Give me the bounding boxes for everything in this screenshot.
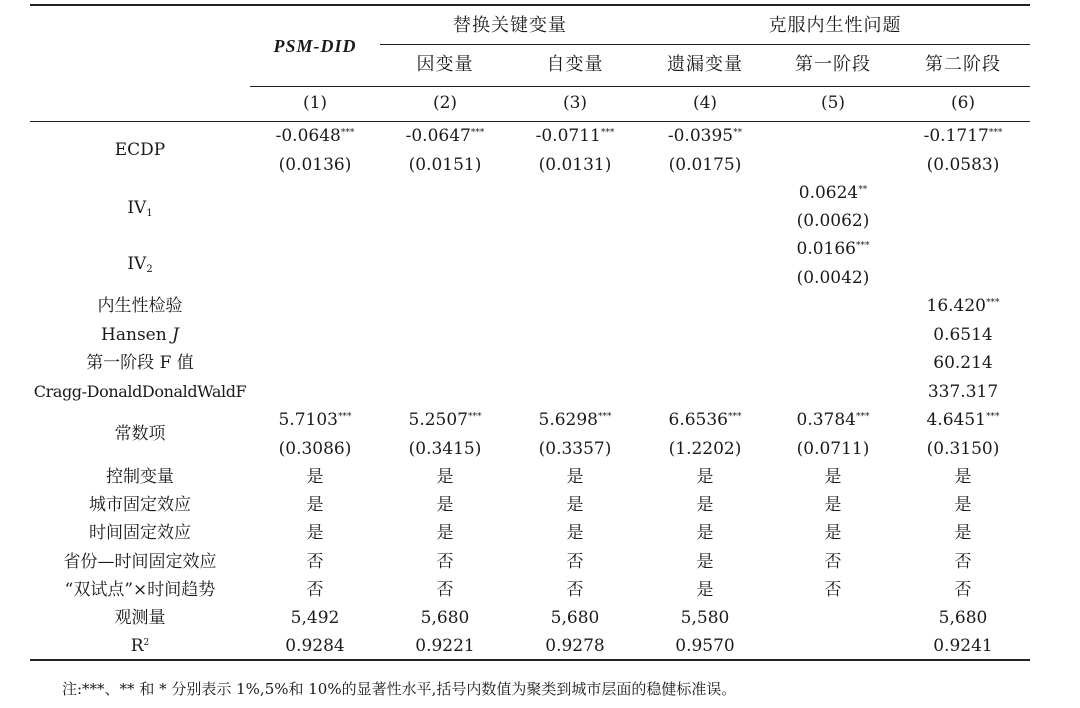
subheader-rule — [250, 86, 1030, 87]
group-rule-a — [380, 44, 645, 45]
top-rule — [30, 4, 1030, 6]
row-label-observations: 观测量 — [114, 608, 166, 628]
city-fe-4: 是 — [696, 495, 714, 515]
row-label-endog-test: 内生性检验 — [97, 296, 183, 316]
ecdp-coef-4: -0.0395** — [667, 126, 743, 146]
row-label-control: 控制变量 — [106, 467, 174, 487]
pilot-trend-2: 否 — [436, 580, 454, 600]
const-coef-4: 6.6536*** — [668, 410, 742, 430]
row-label-iv1: $IV_1$ — [127, 198, 153, 219]
pilot-trend-1: 否 — [306, 580, 324, 600]
row-label-cragg: Cragg-DonaldDonaldWaldF — [33, 382, 247, 401]
prov-time-fe-1: 否 — [306, 552, 324, 572]
obs-4: 5,580 — [680, 608, 730, 628]
ecdp-se-4: (0.0175) — [668, 155, 742, 175]
header-bottom-rule — [30, 121, 1030, 122]
const-se-1: (0.3086) — [278, 439, 352, 459]
ecdp-se-3: (0.0131) — [538, 155, 612, 175]
city-fe-5: 是 — [824, 495, 842, 515]
col-num-3: (3) — [562, 93, 588, 113]
const-se-2: (0.3415) — [408, 439, 482, 459]
r2-2: 0.9221 — [415, 636, 475, 656]
cragg-6: 337.317 — [927, 382, 999, 402]
iv2-se-5: (0.0042) — [796, 268, 870, 288]
col-num-5: (5) — [820, 93, 846, 113]
const-coef-3: 5.6298*** — [538, 410, 612, 430]
col-header-3: 自变量 — [546, 54, 604, 75]
const-coef-2: 5.2507*** — [408, 410, 482, 430]
control-3: 是 — [566, 467, 584, 487]
row-label-hansen: Hansen J — [101, 325, 179, 345]
time-fe-3: 是 — [566, 523, 584, 543]
prov-time-fe-4: 是 — [696, 552, 714, 572]
bottom-rule — [30, 659, 1030, 661]
col-header-5: 第一阶段 — [795, 54, 871, 75]
time-fe-4: 是 — [696, 523, 714, 543]
row-label-r2: $R^2$ — [130, 636, 150, 656]
const-se-3: (0.3357) — [538, 439, 612, 459]
control-5: 是 — [824, 467, 842, 487]
ecdp-coef-1: -0.0648*** — [275, 126, 355, 146]
iv1-se-5: (0.0062) — [796, 211, 870, 231]
col-num-1: (1) — [302, 93, 328, 113]
pilot-trend-6: 否 — [954, 580, 972, 600]
group-rule-b — [645, 44, 1030, 45]
prov-time-fe-3: 否 — [566, 552, 584, 572]
const-se-4: (1.2202) — [668, 439, 742, 459]
prov-time-fe-2: 否 — [436, 552, 454, 572]
prov-time-fe-6: 否 — [954, 552, 972, 572]
time-fe-5: 是 — [824, 523, 842, 543]
control-6: 是 — [954, 467, 972, 487]
const-se-5: (0.0711) — [796, 439, 870, 459]
row-label-prov-time-fe: 省份—时间固定效应 — [63, 552, 217, 572]
const-coef-1: 5.7103*** — [278, 410, 352, 430]
row-label-f-value: 第一阶段 F 值 — [86, 353, 194, 373]
city-fe-6: 是 — [954, 495, 972, 515]
city-fe-2: 是 — [436, 495, 454, 515]
ecdp-coef-3: -0.0711*** — [535, 126, 615, 146]
control-1: 是 — [306, 467, 324, 487]
col-header-1: PSM-DID — [273, 36, 357, 56]
col-num-4: (4) — [692, 93, 718, 113]
obs-2: 5,680 — [420, 608, 470, 628]
col-num-2: (2) — [432, 93, 458, 113]
group-header-replace: 替换关键变量 — [453, 15, 567, 36]
row-label-constant: 常数项 — [114, 424, 166, 444]
f-value-6: 60.214 — [933, 353, 993, 373]
iv2-coef-5: 0.0166*** — [796, 239, 870, 259]
const-se-6: (0.3150) — [926, 439, 1000, 459]
control-2: 是 — [436, 467, 454, 487]
obs-3: 5,680 — [550, 608, 600, 628]
time-fe-1: 是 — [306, 523, 324, 543]
time-fe-6: 是 — [954, 523, 972, 543]
ecdp-se-2: (0.0151) — [408, 155, 482, 175]
table-note: 注:***、** 和 * 分别表示 1%,5%和 10%的显著性水平,括号内数值为聚类到城市层面的稳健标准误。 — [62, 680, 737, 698]
endog-test-6: 16.420*** — [926, 296, 1000, 316]
hansen-6: 0.6514 — [933, 325, 993, 345]
time-fe-2: 是 — [436, 523, 454, 543]
ecdp-coef-2: -0.0647*** — [405, 126, 485, 146]
col-header-6: 第二阶段 — [925, 54, 1001, 75]
city-fe-3: 是 — [566, 495, 584, 515]
group-header-endog: 克服内生性问题 — [768, 15, 902, 36]
row-label-time-fe: 时间固定效应 — [89, 523, 191, 543]
const-coef-6: 4.6451*** — [926, 410, 1000, 430]
ecdp-se-1: (0.0136) — [278, 155, 352, 175]
ecdp-coef-6: -0.1717*** — [923, 126, 1003, 146]
const-coef-5: 0.3784*** — [796, 410, 870, 430]
pilot-trend-5: 否 — [824, 580, 842, 600]
r2-6: 0.9241 — [933, 636, 993, 656]
row-label-ecdp: ECDP — [114, 140, 166, 160]
iv1-coef-5: 0.0624** — [798, 183, 868, 203]
obs-6: 5,680 — [938, 608, 988, 628]
control-4: 是 — [696, 467, 714, 487]
r2-3: 0.9278 — [545, 636, 605, 656]
obs-1: 5,492 — [290, 608, 340, 628]
col-header-4: 遗漏变量 — [667, 54, 743, 75]
row-label-iv2: $IV_2$ — [127, 254, 153, 275]
col-num-6: (6) — [950, 93, 976, 113]
row-label-city-fe: 城市固定效应 — [89, 495, 191, 515]
r2-1: 0.9284 — [285, 636, 345, 656]
r2-4: 0.9570 — [675, 636, 735, 656]
ecdp-se-6: (0.0583) — [926, 155, 1000, 175]
row-label-pilot-trend: “双试点”×时间趋势 — [64, 580, 216, 600]
col-header-2: 因变量 — [416, 54, 474, 75]
pilot-trend-4: 是 — [696, 580, 714, 600]
prov-time-fe-5: 否 — [824, 552, 842, 572]
city-fe-1: 是 — [306, 495, 324, 515]
pilot-trend-3: 否 — [566, 580, 584, 600]
